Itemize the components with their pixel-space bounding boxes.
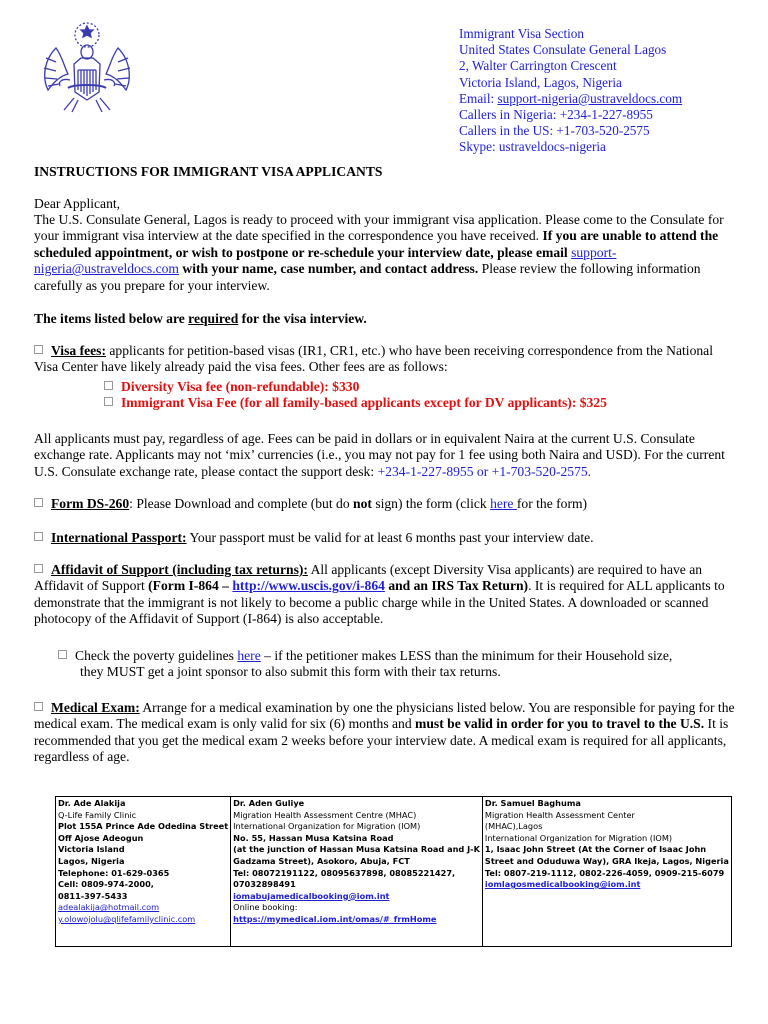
fee-text: Immigrant Visa Fee (for all family-based applicants except for DV applicants): $325 xyxy=(121,395,607,411)
intro-bold-2: with your name, case number, and contact address. xyxy=(179,261,479,277)
doctor-line: (at the junction of Hassan Musa Katsina Road and J-K xyxy=(233,844,480,855)
ds260-not: not xyxy=(353,496,372,511)
poverty-line-1 xyxy=(58,648,748,664)
affidavit-bold: (Form I-864 – xyxy=(148,578,233,594)
doctor-email-link[interactable]: iomlagosmedicalbooking@iom.int xyxy=(484,879,641,890)
doctor-cell xyxy=(231,797,483,947)
consulate-address-block xyxy=(459,26,759,156)
medical-bold: must be valid in order for you to travel to the U.S. xyxy=(415,716,705,732)
doctor-line: Lagos, Nigeria xyxy=(58,855,125,866)
medical-item xyxy=(34,700,738,766)
header-line: Victoria Island, Lagos, Nigeria xyxy=(459,74,622,90)
intro-end: Please review the following information carefully as you prepare for your interview. xyxy=(34,261,701,293)
doctor-line: Tel: 08072191122, 08095637898, 08085221427, xyxy=(233,867,456,878)
poverty-guidelines-link[interactable]: here xyxy=(237,648,261,663)
items-heading-post: for the visa interview. xyxy=(238,311,367,326)
callers-us: Callers in the US: +1-703-520-2575 xyxy=(459,123,650,139)
doctor-line: 0811-397-5433 xyxy=(58,890,128,901)
visa-fees-text: applicants for petition-based visas (IR1, CR1, etc.) who have been receiving correspondence from the National Visa Center have likely already paid the visa fees. Other fees are as follows: xyxy=(34,343,713,375)
header-line: United States Consulate General Lagos xyxy=(459,42,667,58)
doctor-line: Cell: 0809-974-2000, xyxy=(58,879,154,890)
poverty-note xyxy=(58,648,748,681)
header-line: Immigrant Visa Section xyxy=(459,26,584,41)
visa-fees-item xyxy=(34,343,738,376)
checkbox-icon xyxy=(58,650,67,659)
doctor-line: International Organization for Migration (IOM) xyxy=(233,821,421,832)
checkbox-icon xyxy=(34,532,43,541)
checkbox-icon xyxy=(34,702,43,711)
payment-text: All applicants must pay, regardless of age. Fees can be paid in dollars or in equivalent Naira at the current U.S. Consulate exchange rate. Applicants may not ‘mix’ currencies (i.e., you may not pay for 1 fee using both Naira and USD). For the current U.S. Consulate exchange rate, please contact the support desk: xyxy=(34,431,725,479)
header-email-link[interactable]: support-nigeria@ustraveldocs.com xyxy=(497,90,683,106)
poverty-line-2: they MUST get a joint sponsor to also submit this form with their tax returns. xyxy=(80,664,501,680)
email-label: Email: xyxy=(459,90,498,106)
doctor-line: Tel: 0807-219-1112, 0802-226-4059, 0909-215-6079 xyxy=(484,867,725,878)
doctor-line: Migration Health Assessment Center xyxy=(484,809,635,820)
doctor-line: Gadzama Street), Asokoro, Abuja, FCT xyxy=(233,855,410,866)
callers-nigeria: Callers in Nigeria: +234-1-227-8955 xyxy=(459,107,653,123)
booking-label: Online booking: xyxy=(233,902,298,913)
support-phones: +234-1-227-8955 or +1-703-520-2575. xyxy=(377,463,592,479)
intro-support-email-link[interactable]: support-nigeria@ustraveldocs.com xyxy=(34,244,617,277)
online-booking-link[interactable]: https://mymedical.iom.int/omas/#_frmHome xyxy=(233,913,437,924)
affidavit-text: All applicants (except Diversity Visa applicants) are required to have an Affidavit of Support xyxy=(34,562,703,594)
doctor-name: Dr. Aden Guliye xyxy=(233,798,305,808)
affidavit-bold-2: and an IRS Tax Return) xyxy=(384,578,529,594)
fee-list xyxy=(104,379,744,412)
ds260-text: : Please Download and complete (but do xyxy=(129,496,354,511)
i864-link[interactable]: http://www.uscis.gov/i-864 xyxy=(232,578,385,594)
great-seal-eagle-icon xyxy=(34,18,140,118)
affidavit-label: Affidavit of Support (including tax returns): xyxy=(51,562,308,577)
doctor-line: 1, Isaac John Street (At the Corner of Isaac John xyxy=(484,844,707,855)
checkbox-icon xyxy=(104,397,113,406)
doctors-table xyxy=(55,796,732,947)
doctor-line: Migration Health Assessment Centre (MHAC) xyxy=(233,809,417,820)
skype: Skype: ustraveldocs-nigeria xyxy=(459,139,606,155)
checkbox-icon xyxy=(104,381,113,390)
affidavit-item xyxy=(34,562,738,628)
fee-item xyxy=(104,395,744,411)
doctor-line: Off Ajose Adeogun xyxy=(58,832,144,843)
doctor-email-link[interactable]: y.olowojolu@qlifefamilyclinic.com xyxy=(58,913,196,924)
intro-bold: If you are unable to attend the scheduled appointment, or wish to postpone or re-schedule your interview date, please email xyxy=(34,228,719,260)
doctor-line: (MHAC),Lagos xyxy=(484,821,543,832)
payment-paragraph xyxy=(34,431,738,480)
doctor-email-link[interactable]: iomabujamedicalbooking@iom.int xyxy=(233,890,390,901)
doctor-email-link[interactable]: adealakija@hotmail.com xyxy=(58,902,160,913)
checkbox-icon xyxy=(34,345,43,354)
doctor-line: Street and Oduduwa Way), GRA Ikeja, Lagos, Nigeria xyxy=(484,855,729,866)
required-word: required xyxy=(188,311,239,326)
medical-text: Arrange for a medical examination by one the physicians listed below. You are responsible for paying for the medical exam. The medical exam is only valid for six (6) months and xyxy=(34,700,735,732)
doctor-line: International Organization for Migration (IOM) xyxy=(484,832,673,843)
passport-item xyxy=(34,530,738,546)
doctor-cell xyxy=(482,797,731,947)
page-title: INSTRUCTIONS FOR IMMIGRANT VISA APPLICANTS xyxy=(34,164,383,179)
passport-label: International Passport: xyxy=(51,530,187,545)
doctor-cell xyxy=(56,797,231,947)
greeting: Dear Applicant, xyxy=(34,196,121,211)
header-line: 2, Walter Carrington Crescent xyxy=(459,58,617,74)
ds260-label: Form DS-260 xyxy=(51,496,130,511)
medical-label: Medical Exam: xyxy=(51,700,140,715)
visa-fees-label: Visa fees: xyxy=(51,343,106,358)
ds260-text-3: for the form) xyxy=(516,496,588,511)
consulate-seal xyxy=(34,18,140,118)
checkbox-icon xyxy=(34,564,43,573)
checkbox-icon xyxy=(34,498,43,507)
items-heading xyxy=(34,311,738,327)
doctor-line: Telephone: 01-629-0365 xyxy=(58,867,170,878)
poverty-text-2: – if the petitioner makes LESS than the minimum for their Household size, xyxy=(260,648,673,663)
doctor-line: No. 55, Hassan Musa Katsina Road xyxy=(233,832,394,843)
doctor-name: Dr. Samuel Baghuma xyxy=(484,798,581,808)
medical-text-2: It is recommended that you get the medical exam 2 weeks before your interview date. A medical exam is required for all applicants, regardless of age. xyxy=(34,716,729,765)
poverty-text: Check the poverty guidelines xyxy=(75,648,238,663)
doctor-name: Dr. Ade Alakija xyxy=(58,798,126,808)
ds260-text-2: sign) the form (click xyxy=(371,496,491,511)
table-row xyxy=(56,797,732,947)
doctor-line: Q-Life Family Clinic xyxy=(58,809,137,820)
fee-text: Diversity Visa fee (non-refundable): $330 xyxy=(121,379,360,394)
ds260-item xyxy=(34,496,738,512)
header-email-line xyxy=(459,91,759,107)
doctor-line: Victoria Island xyxy=(58,844,125,855)
intro-text: The U.S. Consulate General, Lagos is ready to proceed with your immigrant visa application. Please come to the Consulate for your immigrant visa interview at the date specified in the correspondence you have received. xyxy=(34,212,724,244)
fee-item xyxy=(104,379,744,395)
affidavit-text-2: . It is required for ALL applicants to demonstrate that the immigrant is not likely to become a public charge while in the United States. A downloaded or scanned photocopy of the Affidavit of Support (I-864) is also acceptable. xyxy=(34,578,725,627)
doctor-line: Plot 155A Prince Ade Odedina Street xyxy=(58,821,229,832)
ds260-form-link[interactable]: here xyxy=(490,496,517,511)
doctor-line: 07032898491 xyxy=(233,879,296,890)
passport-text: Your passport must be valid for at least 6 months past your interview date. xyxy=(186,530,594,545)
items-heading-pre: The items listed below are xyxy=(34,311,189,326)
intro-paragraph xyxy=(34,212,738,294)
